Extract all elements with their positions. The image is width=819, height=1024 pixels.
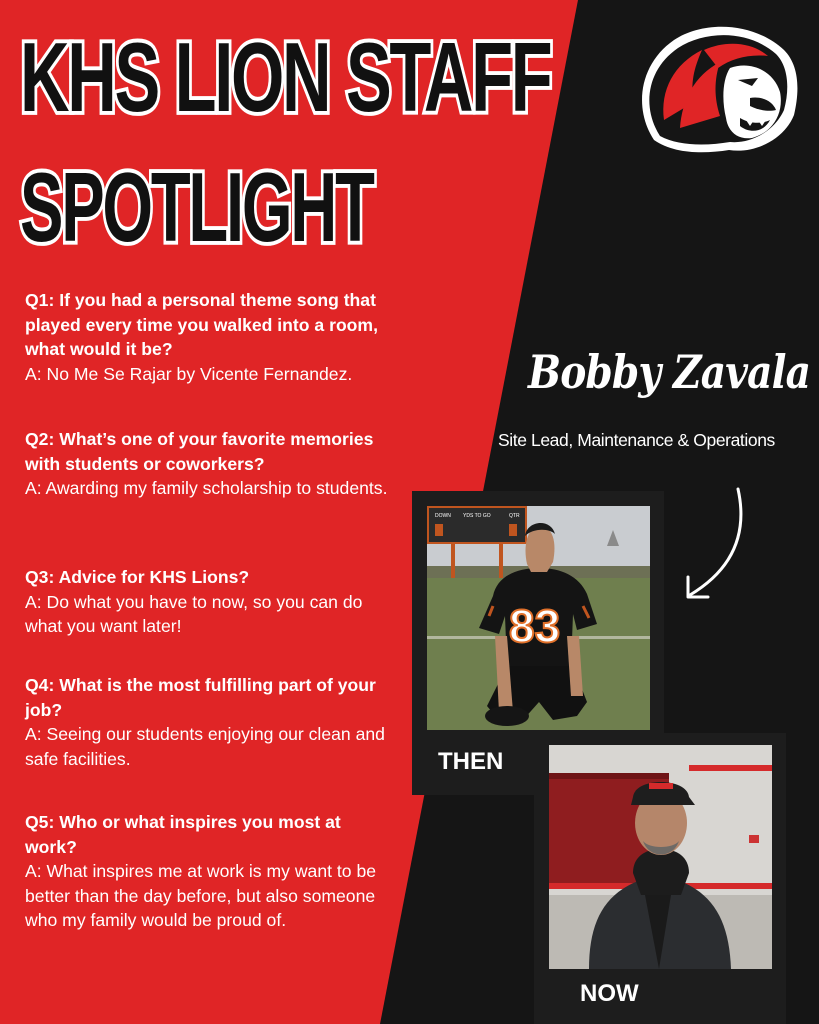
now-photo: [549, 745, 772, 969]
now-photo-card: [534, 733, 786, 1024]
qa-item-2: [25, 427, 395, 501]
scoreboard-down: DOWN: [435, 513, 451, 519]
question-2: Q2: What’s one of your favorite memories with students or coworkers?: [25, 429, 374, 474]
then-caption: THEN: [438, 748, 504, 775]
then-photo: [427, 506, 650, 730]
question-1: Q1: If you had a personal theme song that played every time you walked into a room, what would it be?: [25, 290, 378, 360]
scoreboard-yards: YDS TO GO: [463, 513, 491, 519]
answer-4: A: Seeing our students enjoying our clean and safe facilities.: [25, 724, 385, 769]
qa-item-5: [25, 810, 395, 933]
question-3: Q3: Advice for KHS Lions?: [25, 567, 250, 587]
question-4: Q4: What is the most fulfilling part of your job?: [25, 675, 376, 720]
person-role: Site Lead, Maintenance & Operations: [498, 430, 775, 450]
qa-item-3: [25, 565, 395, 639]
title-line-2: SPOTLIGHT: [20, 151, 373, 263]
qa-item-1: [25, 288, 395, 386]
person-name: Bobby Zavala: [528, 345, 811, 399]
qa-item-4: [25, 673, 395, 771]
lion-head-logo: [634, 20, 800, 154]
answer-5: A: What inspires me at work is my want to be better than the day before, but also someone who my family would be proud of.: [25, 861, 377, 931]
answer-3: A: Do what you have to now, so you can do what you want later!: [25, 591, 363, 637]
question-5: Q5: Who or what inspires you most at work?: [25, 812, 341, 857]
jersey-number: 83: [509, 600, 561, 652]
curved-arrow-icon: [680, 485, 760, 605]
answer-2: A: Awarding my family scholarship to students.: [25, 478, 388, 499]
answer-1: A: No Me Se Rajar by Vicente Fernandez.: [25, 363, 353, 384]
now-caption: NOW: [580, 980, 639, 1007]
scoreboard-qtr: QTR: [509, 513, 520, 519]
title-line-1: KHS LION STAFF: [20, 21, 551, 133]
